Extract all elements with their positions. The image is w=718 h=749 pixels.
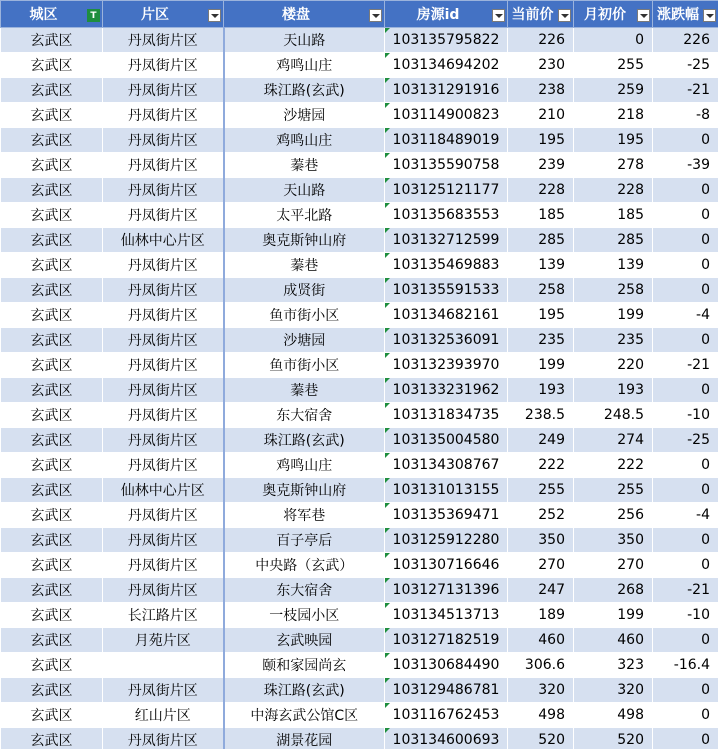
dropdown-arrow-icon[interactable] xyxy=(369,9,382,22)
cell-change[interactable]: 0 xyxy=(653,703,718,728)
number-stored-as-text-indicator xyxy=(385,503,390,508)
cell-estate[interactable]: 将军巷 xyxy=(224,503,385,528)
cell-month-start-price[interactable]: 256 xyxy=(574,503,653,528)
cell-area[interactable]: 丹凤街片区 xyxy=(103,453,224,478)
number-stored-as-text-indicator xyxy=(385,153,390,158)
cell-district[interactable]: 玄武区 xyxy=(1,628,103,653)
table-row xyxy=(1,428,718,453)
cell-district[interactable]: 玄武区 xyxy=(1,53,103,78)
cell-estate[interactable]: 鸡鸣山庄 xyxy=(224,453,385,478)
cell-current-price[interactable]: 230 xyxy=(508,53,574,78)
cell-area[interactable]: 丹凤街片区 xyxy=(103,503,224,528)
cell-change[interactable]: 0 xyxy=(653,378,718,403)
cell-listing-id[interactable]: 103130684490 xyxy=(385,653,508,678)
cell-listing-id[interactable]: 103135683553 xyxy=(385,203,508,228)
cell-area[interactable]: 丹凤街片区 xyxy=(103,428,224,453)
cell-area[interactable]: 丹凤街片区 xyxy=(103,253,224,278)
cell-estate[interactable]: 沙塘园 xyxy=(224,328,385,353)
cell-estate[interactable]: 东大宿舍 xyxy=(224,403,385,428)
table-row xyxy=(1,678,718,703)
cell-area[interactable] xyxy=(103,653,224,678)
cell-area[interactable]: 月苑片区 xyxy=(103,628,224,653)
cell-estate[interactable]: 珠江路(玄武) xyxy=(224,678,385,703)
cell-district[interactable]: 玄武区 xyxy=(1,378,103,403)
table-row xyxy=(1,78,718,103)
cell-month-start-price[interactable]: 320 xyxy=(574,678,653,703)
cell-month-start-price[interactable]: 139 xyxy=(574,253,653,278)
cell-district[interactable]: 玄武区 xyxy=(1,453,103,478)
cell-listing-id[interactable]: 103134513713 xyxy=(385,603,508,628)
cell-current-price[interactable]: 185 xyxy=(508,203,574,228)
cell-area[interactable]: 丹凤街片区 xyxy=(103,378,224,403)
cell-current-price[interactable]: 252 xyxy=(508,503,574,528)
number-stored-as-text-indicator xyxy=(385,53,390,58)
cell-listing-id[interactable]: 103135369471 xyxy=(385,503,508,528)
number-stored-as-text-indicator xyxy=(385,703,390,708)
cell-month-start-price[interactable]: 274 xyxy=(574,428,653,453)
table-row xyxy=(1,528,718,553)
cell-month-start-price[interactable]: 285 xyxy=(574,228,653,253)
cell-area[interactable]: 长江路片区 xyxy=(103,603,224,628)
table-row xyxy=(1,553,718,578)
cell-listing-id[interactable]: 103127182519 xyxy=(385,628,508,653)
cell-change[interactable]: 0 xyxy=(653,628,718,653)
number-stored-as-text-indicator xyxy=(385,103,390,108)
number-stored-as-text-indicator xyxy=(385,578,390,583)
cell-month-start-price[interactable]: 235 xyxy=(574,328,653,353)
cell-month-start-price[interactable]: 220 xyxy=(574,353,653,378)
cell-estate[interactable]: 天山路 xyxy=(224,178,385,203)
cell-area[interactable]: 丹凤街片区 xyxy=(103,728,224,749)
cell-current-price[interactable]: 255 xyxy=(508,478,574,503)
cell-district[interactable]: 玄武区 xyxy=(1,228,103,253)
table-row xyxy=(1,378,718,403)
cell-current-price[interactable]: 460 xyxy=(508,628,574,653)
header-current-price: 当前价 xyxy=(508,1,574,28)
cell-estate[interactable]: 鸡鸣山庄 xyxy=(224,128,385,153)
table-row xyxy=(1,578,718,603)
cell-area[interactable]: 丹凤街片区 xyxy=(103,128,224,153)
table-row xyxy=(1,53,718,78)
cell-change[interactable]: -8 xyxy=(653,103,718,128)
cell-district[interactable]: 玄武区 xyxy=(1,328,103,353)
cell-district[interactable]: 玄武区 xyxy=(1,128,103,153)
cell-estate[interactable]: 太平北路 xyxy=(224,203,385,228)
header-month-start-price: 月初价 xyxy=(574,1,653,28)
table-row xyxy=(1,278,718,303)
cell-listing-id[interactable]: 103135590758 xyxy=(385,153,508,178)
cell-month-start-price[interactable]: 323 xyxy=(574,653,653,678)
cell-listing-id[interactable]: 103131013155 xyxy=(385,478,508,503)
cell-change[interactable]: -16.4 xyxy=(653,653,718,678)
cell-change[interactable]: 0 xyxy=(653,228,718,253)
cell-change[interactable]: -21 xyxy=(653,78,718,103)
number-stored-as-text-indicator xyxy=(385,228,390,233)
cell-change[interactable]: 0 xyxy=(653,528,718,553)
cell-listing-id[interactable]: 103129486781 xyxy=(385,678,508,703)
number-stored-as-text-indicator xyxy=(385,428,390,433)
table-row xyxy=(1,328,718,353)
cell-estate[interactable]: 鱼市街小区 xyxy=(224,353,385,378)
table-row xyxy=(1,203,718,228)
cell-estate[interactable]: 东大宿舍 xyxy=(224,578,385,603)
cell-current-price[interactable]: 222 xyxy=(508,453,574,478)
cell-change[interactable]: 0 xyxy=(653,328,718,353)
table-row xyxy=(1,153,718,178)
table-row xyxy=(1,728,718,749)
cell-area[interactable]: 丹凤街片区 xyxy=(103,203,224,228)
cell-area[interactable]: 丹凤街片区 xyxy=(103,303,224,328)
cell-month-start-price[interactable]: 185 xyxy=(574,203,653,228)
dropdown-arrow-icon[interactable] xyxy=(558,9,571,22)
number-stored-as-text-indicator xyxy=(385,678,390,683)
cell-change[interactable]: 0 xyxy=(653,253,718,278)
cell-month-start-price[interactable]: 520 xyxy=(574,728,653,749)
header-estate: 楼盘 xyxy=(224,1,385,28)
cell-change[interactable]: -21 xyxy=(653,578,718,603)
cell-current-price[interactable]: 199 xyxy=(508,353,574,378)
table-row xyxy=(1,403,718,428)
cell-listing-id[interactable]: 103134694202 xyxy=(385,53,508,78)
cell-area[interactable]: 丹凤街片区 xyxy=(103,328,224,353)
cell-change[interactable]: -10 xyxy=(653,603,718,628)
cell-month-start-price[interactable]: 222 xyxy=(574,453,653,478)
cell-area[interactable]: 丹凤街片区 xyxy=(103,103,224,128)
table-row xyxy=(1,178,718,203)
cell-listing-id[interactable]: 103116762453 xyxy=(385,703,508,728)
cell-current-price[interactable]: 195 xyxy=(508,303,574,328)
cell-current-price[interactable]: 189 xyxy=(508,603,574,628)
cell-current-price[interactable]: 350 xyxy=(508,528,574,553)
cell-estate[interactable]: 珠江路(玄武) xyxy=(224,428,385,453)
number-stored-as-text-indicator xyxy=(385,78,390,83)
cell-change[interactable]: 0 xyxy=(653,678,718,703)
filter-active-icon[interactable]: T xyxy=(87,9,100,22)
cell-listing-id[interactable]: 103135469883 xyxy=(385,253,508,278)
cell-listing-id[interactable]: 103134682161 xyxy=(385,303,508,328)
header-row xyxy=(1,1,718,28)
cell-listing-id[interactable]: 103135004580 xyxy=(385,428,508,453)
cell-estate[interactable]: 成贤街 xyxy=(224,278,385,303)
cell-listing-id[interactable]: 103131834735 xyxy=(385,403,508,428)
cell-area[interactable]: 丹凤街片区 xyxy=(103,578,224,603)
cell-district[interactable]: 玄武区 xyxy=(1,728,103,749)
cell-change[interactable]: -25 xyxy=(653,428,718,453)
cell-district[interactable]: 玄武区 xyxy=(1,528,103,553)
cell-district[interactable]: 玄武区 xyxy=(1,653,103,678)
table-row xyxy=(1,353,718,378)
cell-listing-id[interactable]: 103135591533 xyxy=(385,278,508,303)
header-change: 涨跌幅 xyxy=(653,1,718,28)
cell-change[interactable]: 0 xyxy=(653,203,718,228)
cell-district[interactable]: 玄武区 xyxy=(1,153,103,178)
cell-estate[interactable]: 蓁巷 xyxy=(224,153,385,178)
table-row xyxy=(1,228,718,253)
cell-current-price[interactable]: 193 xyxy=(508,378,574,403)
cell-month-start-price[interactable]: 255 xyxy=(574,478,653,503)
cell-area[interactable]: 丹凤街片区 xyxy=(103,28,224,53)
cell-estate[interactable]: 沙塘园 xyxy=(224,103,385,128)
cell-current-price[interactable]: 320 xyxy=(508,678,574,703)
cell-current-price[interactable]: 238.5 xyxy=(508,403,574,428)
dropdown-arrow-icon[interactable] xyxy=(208,9,221,22)
cell-listing-id[interactable]: 103134308767 xyxy=(385,453,508,478)
number-stored-as-text-indicator xyxy=(385,403,390,408)
cell-estate[interactable]: 颐和家园尚玄 xyxy=(224,653,385,678)
table-row xyxy=(1,303,718,328)
cell-district[interactable]: 玄武区 xyxy=(1,353,103,378)
cell-listing-id[interactable]: 103132393970 xyxy=(385,353,508,378)
cell-month-start-price[interactable]: 195 xyxy=(574,128,653,153)
cell-area[interactable]: 丹凤街片区 xyxy=(103,153,224,178)
cell-district[interactable]: 玄武区 xyxy=(1,28,103,53)
cell-month-start-price[interactable]: 498 xyxy=(574,703,653,728)
cell-district[interactable]: 玄武区 xyxy=(1,303,103,328)
cell-current-price[interactable]: 249 xyxy=(508,428,574,453)
table-row xyxy=(1,28,718,53)
number-stored-as-text-indicator xyxy=(385,728,390,733)
number-stored-as-text-indicator xyxy=(385,278,390,283)
cell-current-price[interactable]: 498 xyxy=(508,703,574,728)
cell-estate[interactable]: 百子亭后 xyxy=(224,528,385,553)
cell-area[interactable]: 丹凤街片区 xyxy=(103,403,224,428)
cell-current-price[interactable]: 210 xyxy=(508,103,574,128)
cell-current-price[interactable]: 239 xyxy=(508,153,574,178)
number-stored-as-text-indicator xyxy=(385,353,390,358)
cell-change[interactable]: -10 xyxy=(653,403,718,428)
cell-district[interactable]: 玄武区 xyxy=(1,403,103,428)
cell-change[interactable]: -39 xyxy=(653,153,718,178)
cell-month-start-price[interactable]: 270 xyxy=(574,553,653,578)
cell-change[interactable]: 0 xyxy=(653,128,718,153)
number-stored-as-text-indicator xyxy=(385,28,390,33)
cell-current-price[interactable]: 238 xyxy=(508,78,574,103)
number-stored-as-text-indicator xyxy=(385,128,390,133)
table-row xyxy=(1,128,718,153)
cell-month-start-price[interactable]: 278 xyxy=(574,153,653,178)
number-stored-as-text-indicator xyxy=(385,253,390,258)
cell-estate[interactable]: 蓁巷 xyxy=(224,378,385,403)
cell-area[interactable]: 红山片区 xyxy=(103,703,224,728)
cell-change[interactable]: -21 xyxy=(653,353,718,378)
cell-estate[interactable]: 奥克斯钟山府 xyxy=(224,478,385,503)
table-row xyxy=(1,503,718,528)
cell-area[interactable]: 仙林中心片区 xyxy=(103,478,224,503)
cell-month-start-price[interactable]: 255 xyxy=(574,53,653,78)
cell-listing-id[interactable]: 103131291916 xyxy=(385,78,508,103)
number-stored-as-text-indicator xyxy=(385,378,390,383)
number-stored-as-text-indicator xyxy=(385,478,390,483)
cell-listing-id[interactable]: 103125912280 xyxy=(385,528,508,553)
cell-estate[interactable]: 天山路 xyxy=(224,28,385,53)
cell-current-price[interactable]: 195 xyxy=(508,128,574,153)
header-listing-id: 房源id xyxy=(385,1,508,28)
cell-month-start-price[interactable]: 258 xyxy=(574,278,653,303)
cell-district[interactable]: 玄武区 xyxy=(1,278,103,303)
table-row xyxy=(1,478,718,503)
table-row xyxy=(1,653,718,678)
cell-current-price[interactable]: 306.6 xyxy=(508,653,574,678)
dropdown-arrow-icon[interactable] xyxy=(492,9,505,22)
number-stored-as-text-indicator xyxy=(385,603,390,608)
cell-change[interactable]: -25 xyxy=(653,53,718,78)
cell-district[interactable]: 玄武区 xyxy=(1,553,103,578)
cell-district[interactable]: 玄武区 xyxy=(1,253,103,278)
number-stored-as-text-indicator xyxy=(385,303,390,308)
cell-month-start-price[interactable]: 193 xyxy=(574,378,653,403)
cell-estate[interactable]: 中海玄武公馆C区 xyxy=(224,703,385,728)
cell-estate[interactable]: 鸡鸣山庄 xyxy=(224,53,385,78)
number-stored-as-text-indicator xyxy=(385,328,390,333)
cell-district[interactable]: 玄武区 xyxy=(1,603,103,628)
cell-current-price[interactable]: 226 xyxy=(508,28,574,53)
table-body xyxy=(1,28,718,749)
cell-current-price[interactable]: 270 xyxy=(508,553,574,578)
cell-area[interactable]: 丹凤街片区 xyxy=(103,553,224,578)
cell-month-start-price[interactable]: 350 xyxy=(574,528,653,553)
cell-change[interactable]: 0 xyxy=(653,278,718,303)
cell-listing-id[interactable]: 103114900823 xyxy=(385,103,508,128)
cell-month-start-price[interactable]: 460 xyxy=(574,628,653,653)
cell-estate[interactable]: 奥克斯钟山府 xyxy=(224,228,385,253)
cell-district[interactable]: 玄武区 xyxy=(1,678,103,703)
cell-listing-id[interactable]: 103127131396 xyxy=(385,578,508,603)
cell-current-price[interactable]: 228 xyxy=(508,178,574,203)
table-row xyxy=(1,453,718,478)
cell-area[interactable]: 丹凤街片区 xyxy=(103,53,224,78)
table-row xyxy=(1,703,718,728)
cell-area[interactable]: 丹凤街片区 xyxy=(103,678,224,703)
cell-area[interactable]: 仙林中心片区 xyxy=(103,228,224,253)
table-row xyxy=(1,603,718,628)
cell-estate[interactable]: 鱼市街小区 xyxy=(224,303,385,328)
cell-current-price[interactable]: 235 xyxy=(508,328,574,353)
cell-listing-id[interactable]: 103132712599 xyxy=(385,228,508,253)
cell-estate[interactable]: 蓁巷 xyxy=(224,253,385,278)
cell-month-start-price[interactable]: 199 xyxy=(574,303,653,328)
cell-change[interactable]: 0 xyxy=(653,453,718,478)
cell-district[interactable]: 玄武区 xyxy=(1,203,103,228)
cell-area[interactable]: 丹凤街片区 xyxy=(103,528,224,553)
cell-month-start-price[interactable]: 228 xyxy=(574,178,653,203)
cell-listing-id[interactable]: 103130716646 xyxy=(385,553,508,578)
cell-area[interactable]: 丹凤街片区 xyxy=(103,178,224,203)
cell-area[interactable]: 丹凤街片区 xyxy=(103,78,224,103)
cell-current-price[interactable]: 247 xyxy=(508,578,574,603)
table-row xyxy=(1,628,718,653)
cell-month-start-price[interactable]: 268 xyxy=(574,578,653,603)
cell-estate[interactable]: 珠江路(玄武) xyxy=(224,78,385,103)
cell-estate[interactable]: 一枝园小区 xyxy=(224,603,385,628)
cell-district[interactable]: 玄武区 xyxy=(1,478,103,503)
cell-district[interactable]: 玄武区 xyxy=(1,428,103,453)
cell-month-start-price[interactable]: 0 xyxy=(574,28,653,53)
cell-area[interactable]: 丹凤街片区 xyxy=(103,278,224,303)
cell-listing-id[interactable]: 103125121177 xyxy=(385,178,508,203)
cell-district[interactable]: 玄武区 xyxy=(1,103,103,128)
cell-month-start-price[interactable]: 259 xyxy=(574,78,653,103)
cell-change[interactable]: -4 xyxy=(653,503,718,528)
cell-listing-id[interactable]: 103135795822 xyxy=(385,28,508,53)
number-stored-as-text-indicator xyxy=(385,203,390,208)
number-stored-as-text-indicator xyxy=(385,453,390,458)
cell-current-price[interactable]: 520 xyxy=(508,728,574,749)
cell-listing-id[interactable]: 103134600693 xyxy=(385,728,508,749)
cell-area[interactable]: 丹凤街片区 xyxy=(103,353,224,378)
header-area: 片区 xyxy=(103,1,224,28)
cell-estate[interactable]: 玄武映园 xyxy=(224,628,385,653)
cell-listing-id[interactable]: 103132536091 xyxy=(385,328,508,353)
cell-listing-id[interactable]: 103133231962 xyxy=(385,378,508,403)
cell-change[interactable]: 0 xyxy=(653,178,718,203)
cell-current-price[interactable]: 258 xyxy=(508,278,574,303)
cell-current-price[interactable]: 285 xyxy=(508,228,574,253)
cell-change[interactable]: 0 xyxy=(653,478,718,503)
cell-change[interactable]: 0 xyxy=(653,553,718,578)
number-stored-as-text-indicator xyxy=(385,528,390,533)
dropdown-arrow-icon[interactable] xyxy=(637,9,650,22)
table-row xyxy=(1,103,718,128)
number-stored-as-text-indicator xyxy=(385,628,390,633)
cell-month-start-price[interactable]: 248.5 xyxy=(574,403,653,428)
cell-month-start-price[interactable]: 218 xyxy=(574,103,653,128)
number-stored-as-text-indicator xyxy=(385,653,390,658)
cell-district[interactable]: 玄武区 xyxy=(1,78,103,103)
cell-change[interactable]: 226 xyxy=(653,28,718,53)
cell-district[interactable]: 玄武区 xyxy=(1,703,103,728)
cell-estate[interactable]: 湖景花园 xyxy=(224,728,385,749)
cell-listing-id[interactable]: 103118489019 xyxy=(385,128,508,153)
header-district: 城区 T xyxy=(1,1,103,28)
cell-change[interactable]: -4 xyxy=(653,303,718,328)
cell-district[interactable]: 玄武区 xyxy=(1,503,103,528)
cell-change[interactable]: 0 xyxy=(653,728,718,749)
cell-district[interactable]: 玄武区 xyxy=(1,178,103,203)
dropdown-arrow-icon[interactable] xyxy=(703,9,716,22)
table-row xyxy=(1,253,718,278)
cell-month-start-price[interactable]: 199 xyxy=(574,603,653,628)
cell-estate[interactable]: 中央路（玄武） xyxy=(224,553,385,578)
cell-current-price[interactable]: 139 xyxy=(508,253,574,278)
number-stored-as-text-indicator xyxy=(385,178,390,183)
cell-district[interactable]: 玄武区 xyxy=(1,578,103,603)
number-stored-as-text-indicator xyxy=(385,553,390,558)
